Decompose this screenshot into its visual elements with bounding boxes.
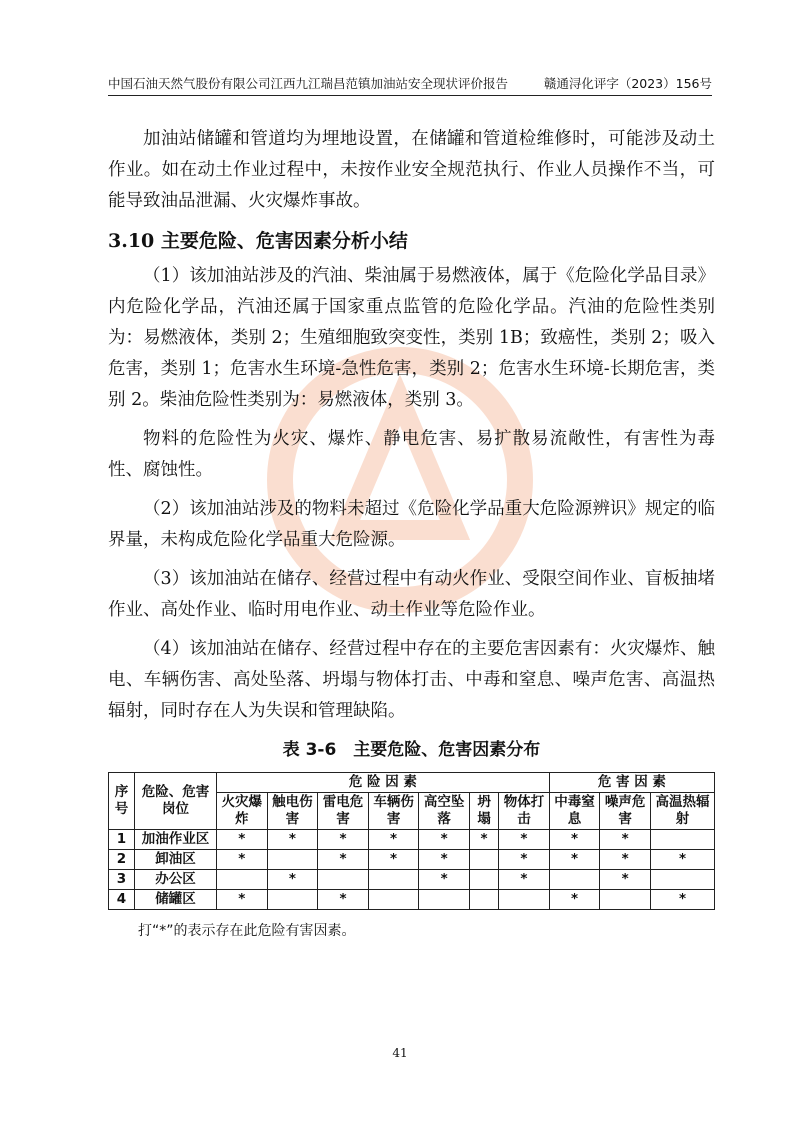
header-report-number: 赣通浔化评字（2023）156号 (543, 76, 712, 91)
row-mark (499, 890, 550, 910)
page-header (108, 70, 712, 96)
row-mark (651, 830, 715, 850)
paragraph-2: 物料的危险性为火灾、爆炸、静电危害、易扩散易流敞性，有害性为毒性、腐蚀性。 (108, 429, 715, 480)
paragraph-3: （2）该加油站涉及的物料未超过《危险化学品重大危险源辨识》规定的临界量，未构成危险化学品重大危险源。 (108, 499, 715, 550)
paragraph-5: （4）该加油站在储存、经营过程中存在的主要危害因素有：火灾爆炸、触电、车辆伤害、高处坠落、坍塌与物体打击、中毒和窒息、噪声危害、高温热辐射，同时存在人为失误和管理缺陷。 (108, 639, 715, 721)
row-mark: * (600, 870, 651, 890)
row-mark (651, 870, 715, 890)
row-mark: * (267, 830, 318, 850)
row-mark (318, 870, 369, 890)
row-mark (469, 870, 498, 890)
row-mark: * (499, 850, 550, 870)
row-post: 加油作业区 (135, 830, 217, 850)
row-mark (469, 850, 498, 870)
table-caption: 表 3-6 主要危险、危害因素分布 (282, 740, 541, 760)
header-title: 中国石油天然气股份有限公司江西九江瑞昌范镇加油站安全现状评价报告 (108, 76, 509, 91)
row-mark: * (499, 830, 550, 850)
header-post: 危险、危害岗位 (135, 773, 217, 830)
row-post: 储罐区 (135, 890, 217, 910)
section-title: 3.10 主要危险、危害因素分析小结 (108, 230, 408, 252)
row-mark: * (549, 850, 600, 870)
row-seq: 3 (109, 870, 135, 890)
header-danger-col: 车辆伤害 (368, 793, 419, 830)
paragraph-4: （3）该加油站在储存、经营过程中有动火作业、受限空间作业、盲板抽堵作业、高处作业、临时用电作业、动土作业等危险作业。 (108, 569, 715, 620)
header-danger-col: 雷电危害 (318, 793, 369, 830)
row-seq: 1 (109, 830, 135, 850)
header-harm-col: 中毒窒息 (549, 793, 600, 830)
row-mark (600, 890, 651, 910)
row-mark (549, 870, 600, 890)
table-row (109, 850, 715, 870)
page-number: 41 (392, 1046, 408, 1060)
header-danger-col: 火灾爆炸 (217, 793, 268, 830)
row-mark: * (600, 850, 651, 870)
row-mark: * (549, 830, 600, 850)
row-mark: * (651, 890, 715, 910)
row-mark (267, 850, 318, 870)
table-row (109, 870, 715, 890)
row-mark: * (368, 830, 419, 850)
row-seq: 4 (109, 890, 135, 910)
row-mark (267, 890, 318, 910)
row-mark: * (469, 830, 498, 850)
header-danger-col: 触电伤害 (267, 793, 318, 830)
header-harm-col: 高温热辐射 (651, 793, 715, 830)
paragraph-1: （1）该加油站涉及的汽油、柴油属于易燃液体，属于《危险化学品目录》内危险化学品，汽油还属于国家重点监管的危险化学品。汽油的危险性类别为：易燃液体，类别 2；生殖细胞致突变性，类别 1B；致癌性，类别 2；吸入危害，类别 1；危害水生环境-急性危害，类别 2；危害水生环境-长期危害，类别 2。柴油危险性类别为：易燃液体，类别 3。 (108, 266, 715, 410)
row-mark: * (549, 890, 600, 910)
table-note: 打“*”的表示存在此危险有害因素。 (138, 923, 356, 939)
row-mark: * (419, 870, 470, 890)
header-danger-col: 坍塌 (469, 793, 498, 830)
row-mark: * (600, 830, 651, 850)
row-mark (368, 890, 419, 910)
header-seq: 序号 (109, 773, 135, 830)
table-row (109, 890, 715, 910)
row-mark: * (318, 890, 369, 910)
row-seq: 2 (109, 850, 135, 870)
header-danger-group: 危 险 因 素 (217, 773, 550, 793)
row-mark: * (318, 830, 369, 850)
intro-paragraph: 加油站储罐和管道均为埋地设置，在储罐和管道检维修时，可能涉及动土作业。如在动土作业过程中，未按作业安全规范执行、作业人员操作不当，可能导致油品泄漏、火灾爆炸事故。 (108, 129, 715, 211)
hazard-distribution-table (108, 772, 715, 910)
table-row (109, 830, 715, 850)
row-mark: * (217, 890, 268, 910)
row-mark: * (217, 830, 268, 850)
row-post: 卸油区 (135, 850, 217, 870)
header-harm-col: 噪声危害 (600, 793, 651, 830)
row-mark: * (651, 850, 715, 870)
row-mark: * (419, 850, 470, 870)
row-post: 办公区 (135, 870, 217, 890)
row-mark: * (419, 830, 470, 850)
header-danger-col: 高空坠落 (419, 793, 470, 830)
row-mark: * (267, 870, 318, 890)
row-mark (419, 890, 470, 910)
header-harm-group: 危 害 因 素 (549, 773, 714, 793)
row-mark (368, 870, 419, 890)
main-content (108, 124, 715, 947)
row-mark: * (318, 850, 369, 870)
row-mark (217, 870, 268, 890)
row-mark: * (368, 850, 419, 870)
row-mark: * (499, 870, 550, 890)
row-mark (469, 890, 498, 910)
header-danger-col: 物体打击 (499, 793, 550, 830)
row-mark: * (217, 850, 268, 870)
